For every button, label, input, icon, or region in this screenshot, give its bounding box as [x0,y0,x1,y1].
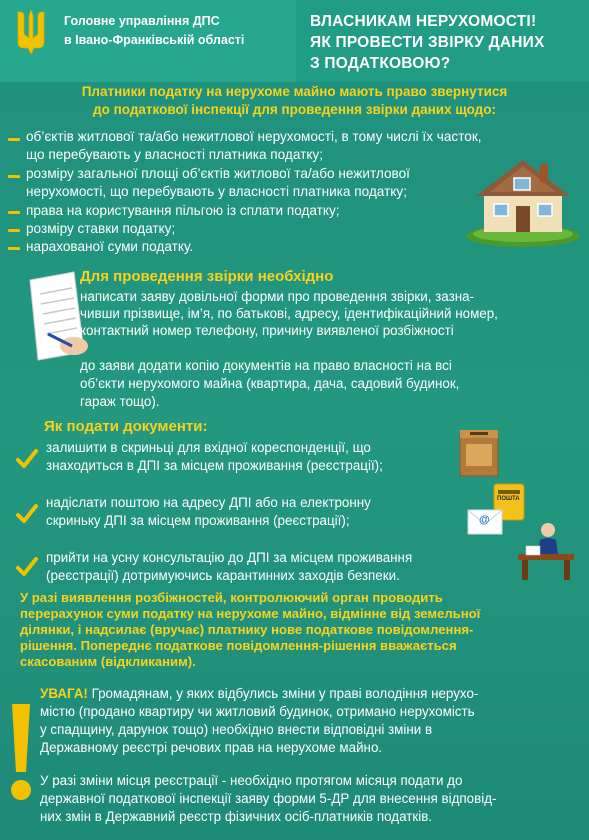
discrepancy-line-2: перерахунок суми податку на нерухоме майно, відмінне від земельної [20,606,481,621]
ballot-box-icon [458,428,500,478]
attention-line-2: містю (продано квартиру чи житловий будинок, отримано нерухомість [40,704,475,719]
discrepancy-line-1: У разі виявлення розбіжностей, контролюючий орган проводить [20,590,443,605]
list-item-3: права на користування пільгою із сплати податку; [26,203,340,218]
submit-option-1-line-2: знаходиться в ДПІ за місцем проживання (реєстрації); [46,458,383,473]
reconcile-step2-line-3: гараж тощо). [80,394,160,409]
attention-label: УВАГА! [40,686,88,701]
bullet-dash [8,138,20,141]
page-title-line-3: З ПОДАТКОВОЮ? [310,55,451,72]
discrepancy-line-3: ділянки, і надсилає (вручає) платнику нове податкове повідомлення- [20,622,474,637]
reconcile-step1-line-2: чивши прізвище, ім’я, по батькові, адресу, ідентифікаційний номер, [80,306,498,321]
bullet-dash [8,229,20,232]
list-item-2-line-1: розміру загальної площі об’єктів житлової та/або нежитлової [26,166,410,181]
attention-line-1 [40,685,478,702]
reconcile-step1-line-3: контактний номер телефону, причину виявленої розбіжності [80,323,454,338]
reconcile-step2-line-2: об’єкти нерухомого майна (квартира, дача, садовий будинок, [80,376,460,391]
bullet-dash [8,211,20,214]
bullet-dash [8,175,20,178]
mailbox-label: ПОШТА [497,496,520,502]
submit-option-1-line-1: залишити в скриньці для вхідної кореспонденції, що [46,440,371,455]
bullet-dash [8,247,20,250]
registration-line-1: У разі зміни місця реєстрації - необхідно протягом місяця подати до [40,773,463,788]
list-item-2-line-2: нерухомості, що перебувають у власності платника податку; [26,184,407,199]
list-item-1-line-2: що перебувають у власності платника податку; [26,147,323,162]
attention-line-3: у спадщину, дарунок тощо) необхідно внести відповідні зміни в [40,722,433,737]
org-name-line-1: Головне управління ДПС [64,14,220,28]
discrepancy-line-4: рішення. Попереднє податкове повідомлення-рішення вважається [20,638,457,653]
submit-heading: Як подати документи: [44,418,208,435]
org-name-line-2: в Івано-Франківській області [64,33,245,47]
submit-option-2-line-1: надіслати поштою на адресу ДПІ або на електронну [46,495,371,510]
page-title-line-1: ВЛАСНИКАМ НЕРУХОМОСТІ! [310,13,537,30]
reconcile-heading: Для проведення звірки необхідно [80,268,334,285]
checkmark-icon [16,448,38,470]
list-item-5: нарахованої суми податку. [26,239,194,254]
exclamation-icon [6,700,36,804]
house-illustration [464,150,582,248]
attention-line-4: Державному реєстрі речових прав на нерухоме майно. [40,740,383,755]
list-item-1-line-1: об’єктів житлової та/або нежитлової нерухомості, в тому числі їх часток, [26,129,482,144]
registration-line-3: них змін в Державний реєстр фізичних осіб-платників податків. [40,809,433,824]
submit-option-2-line-2: скриньку ДПІ за місцем проживання (реєстрації); [46,513,350,528]
attention-first-line: Громадянам, у яких відбулись зміни у праві володіння нерухо- [87,686,479,701]
coat-of-arms-icon [14,8,48,58]
consultant-illustration [514,520,580,582]
reconcile-step1-line-1: написати заяву довільної форми про проведення звірки, зазна- [80,289,475,304]
checkmark-icon [16,503,38,525]
page-title-line-2: ЯК ПРОВЕСТИ ЗВІРКУ ДАНИХ [310,34,545,51]
list-item-4: розміру ставки податку; [26,221,176,236]
reconcile-step2-line-1: до заяви додати копію документів на право власності на всі [80,358,452,373]
submit-option-3-line-1: прийти на усну консультацію до ДПІ за місцем проживання [46,550,413,565]
intro-line-1: Платники податку на нерухоме майно мають право звернутися [81,84,508,99]
email-at-icon: @ [479,514,490,526]
submit-option-3-line-2: (реєстрації) дотримуючись карантинних заходів безпеки. [46,568,400,583]
intro-line-2: до податкової інспекції для проведення звірки даних щодо: [93,102,496,117]
registration-line-2: державної податкової інспекції заяву форми 5-ДР для внесення відповід- [40,791,497,806]
discrepancy-line-5: скасованим (відкликаним). [20,654,196,669]
checkmark-icon [16,556,38,578]
